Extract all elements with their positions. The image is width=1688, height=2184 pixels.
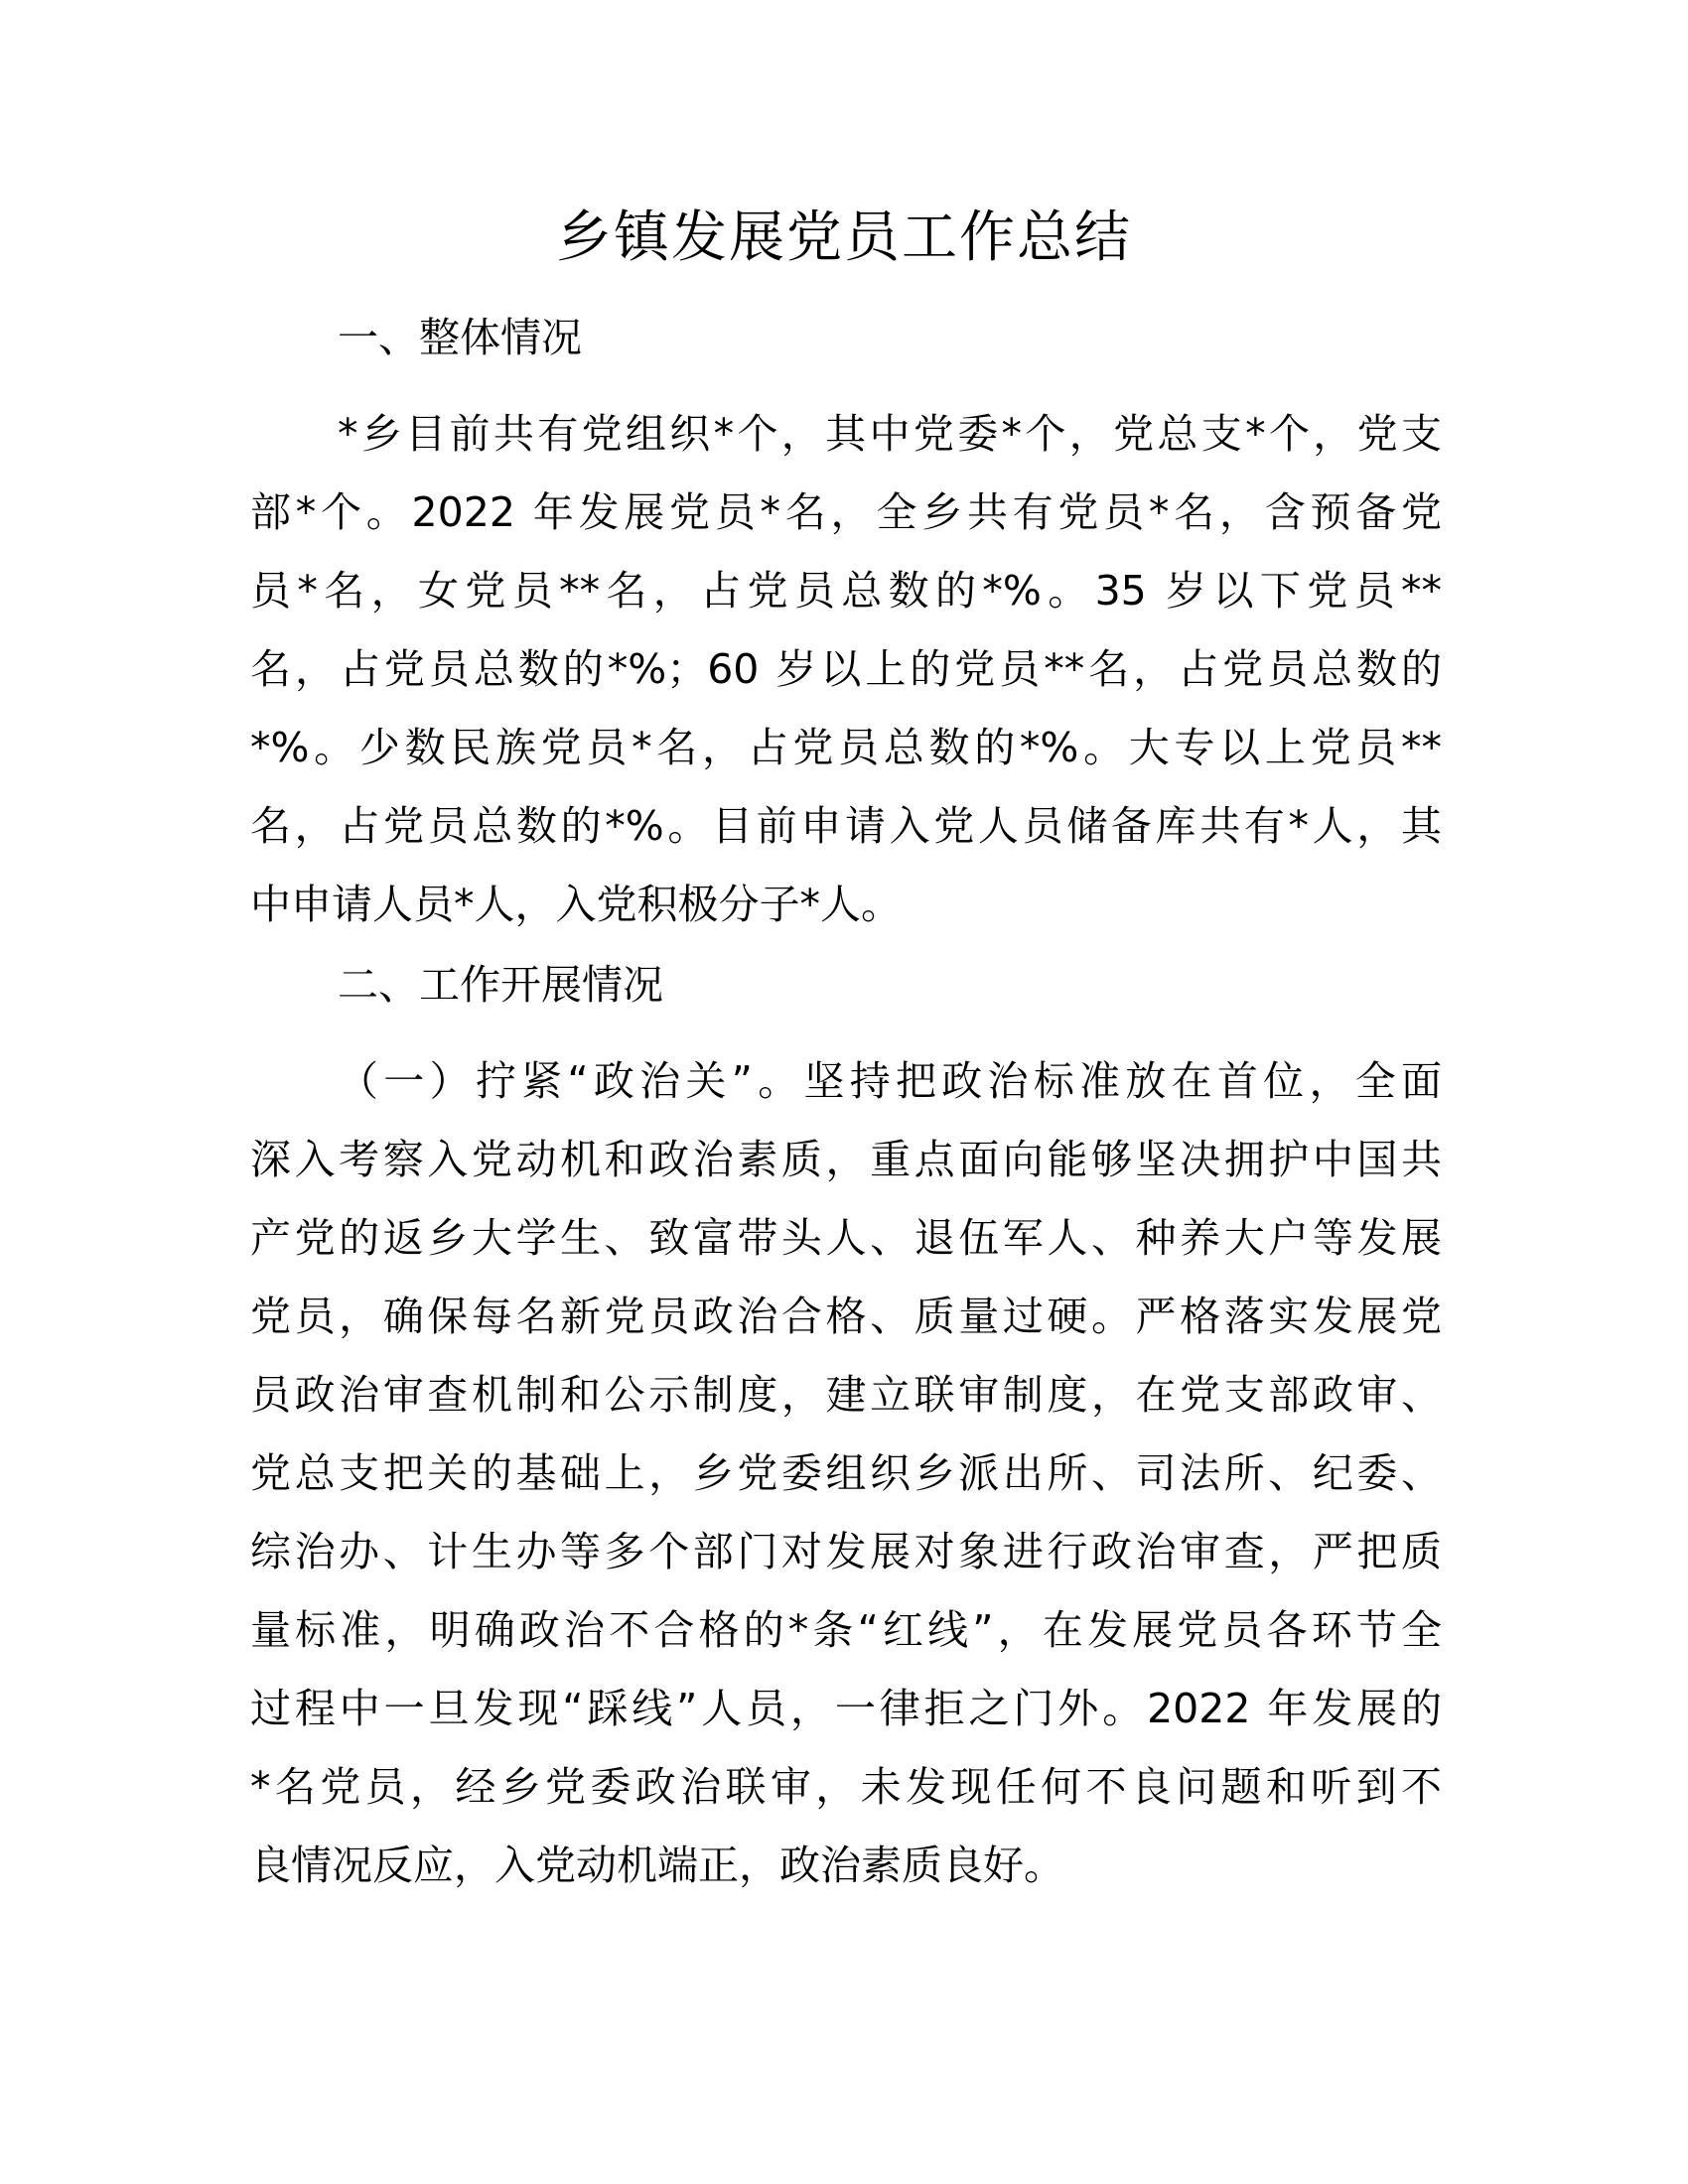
document-title: 乡镇发展党员工作总结 bbox=[556, 205, 1132, 270]
paragraph-political-check bbox=[250, 1042, 1442, 1905]
paragraph-line: 员*名，女党员**名，占党员总数的*%。35 岁以下党员** bbox=[250, 567, 1442, 614]
paragraph-line: 名，占党员总数的*%；60 岁以上的党员**名，占党员总数的 bbox=[250, 645, 1442, 693]
section-heading-work: 二、工作开展情况 bbox=[338, 961, 663, 1009]
paragraph-line: 深入考察入党动机和政治素质，重点面向能够坚决拥护中国共 bbox=[250, 1136, 1442, 1183]
paragraph-line: 党员，确保每名新党员政治合格、质量过硬。严格落实发展党 bbox=[250, 1293, 1442, 1340]
paragraph-line: 量标准，明确政治不合格的*条“红线”，在发展党员各环节全 bbox=[250, 1606, 1442, 1654]
paragraph-line: 党总支把关的基础上，乡党委组织乡派出所、司法所、纪委、 bbox=[250, 1449, 1442, 1497]
paragraph-line: 综治办、计生办等多个部门对发展对象进行政治审查，严把质 bbox=[250, 1528, 1442, 1575]
paragraph-line: 员政治审查机制和公示制度，建立联审制度，在党支部政审、 bbox=[250, 1371, 1442, 1419]
paragraph-line: 产党的返乡大学生、致富带头人、退伍军人、种养大户等发展 bbox=[250, 1214, 1442, 1262]
paragraph-line: *名党员，经乡党委政治联审，未发现任何不良问题和听到不 bbox=[250, 1763, 1442, 1811]
paragraph-line: *乡目前共有党组织*个，其中党委*个，党总支*个，党支 bbox=[338, 410, 1442, 458]
paragraph-line: 名，占党员总数的*%。目前申请入党人员储备库共有*人，其 bbox=[250, 802, 1442, 850]
paragraph-line: 过程中一旦发现“踩线”人员，一律拒之门外。2022 年发展的 bbox=[250, 1685, 1442, 1732]
paragraph-line: *%。少数民族党员*名，占党员总数的*%。大专以上党员** bbox=[250, 724, 1442, 771]
paragraph-line: 中申请人员*人，入党积极分子*人。 bbox=[250, 881, 902, 928]
section-heading-overall: 一、整体情况 bbox=[338, 314, 582, 361]
paragraph-overall bbox=[250, 395, 1442, 944]
paragraph-line: 良情况反应，入党动机端正，政治素质良好。 bbox=[250, 1842, 1064, 1889]
paragraph-line: 部*个。2022 年发展党员*名，全乡共有党员*名，含预备党 bbox=[250, 488, 1442, 536]
paragraph-line: （一）拧紧“政治关”。坚持把政治标准放在首位，全面 bbox=[338, 1057, 1442, 1105]
